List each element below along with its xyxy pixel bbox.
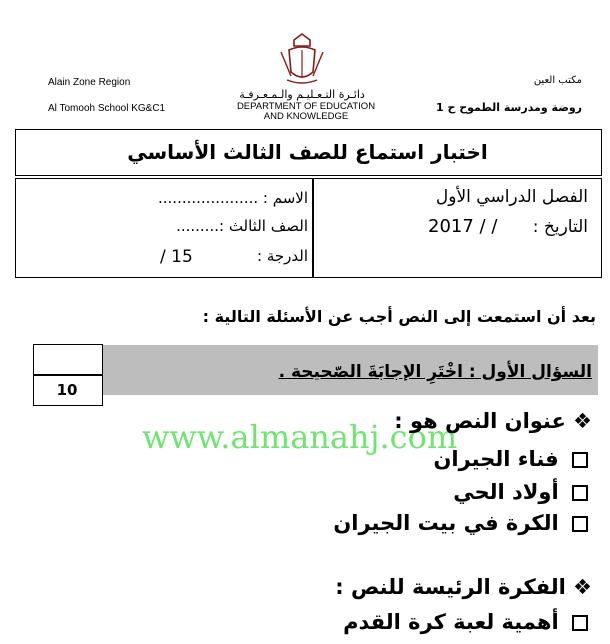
name-field[interactable]: الاسم : ..................... (158, 189, 308, 207)
office-label: مكتب العين (533, 75, 582, 86)
class-field[interactable]: الصف الثالث :......... (176, 217, 308, 235)
info-table-divider (312, 178, 314, 277)
date-label: التاريخ : (532, 217, 588, 237)
department-english-1: DEPARTMENT OF EDUCATION (236, 101, 376, 112)
school-arabic-label: روضة ومدرسة الطموح ح 1 (435, 101, 582, 114)
department-english-2: AND KNOWLEDGE (263, 111, 349, 122)
date-value: / / 2017 (428, 216, 498, 237)
score-value: 10 (56, 381, 78, 399)
region-label: Alain Zone Region (48, 77, 131, 88)
option-a-3[interactable]: الكرة في بيت الجيران (333, 511, 588, 535)
option-a-1[interactable]: فناء الجيران (433, 447, 588, 471)
checkbox-a-1[interactable] (572, 452, 588, 468)
emblem-logo (277, 32, 327, 88)
page-title: اختبار استماع للصف الثالث الأساسي (127, 140, 488, 164)
department-arabic: دائـرة التـعـليـم والـمـعـرفـة (239, 88, 365, 101)
grade-label: الدرجة : (257, 247, 308, 265)
school-label: Al Tomooh School KG&C1 (48, 103, 166, 114)
semester-label: الفصل الدراسي الأول (435, 187, 588, 207)
score-box-top (33, 344, 103, 376)
question-b-stem: ❖ الفكرة الرئيسة للنص : (335, 575, 592, 599)
option-a-2[interactable]: أولاد الحي (453, 480, 588, 504)
grade-value: 15 / (160, 247, 193, 267)
watermark: www.almanahj.com (142, 418, 458, 456)
checkbox-a-2[interactable] (572, 485, 588, 501)
question-a-stem: ❖ عنوان النص هو : (394, 409, 592, 433)
instruction-text: بعد أن استمعت إلى النص أجب عن الأسئلة التالية : (202, 307, 596, 326)
checkbox-a-3[interactable] (572, 516, 588, 532)
option-b-1[interactable]: أهمية لعبة كرة القدم (343, 610, 588, 634)
checkbox-b-1[interactable] (572, 615, 588, 631)
question-title: السؤال الأول : اخْتَرِ الإجابَةَ الصّحيحة . (278, 362, 592, 382)
